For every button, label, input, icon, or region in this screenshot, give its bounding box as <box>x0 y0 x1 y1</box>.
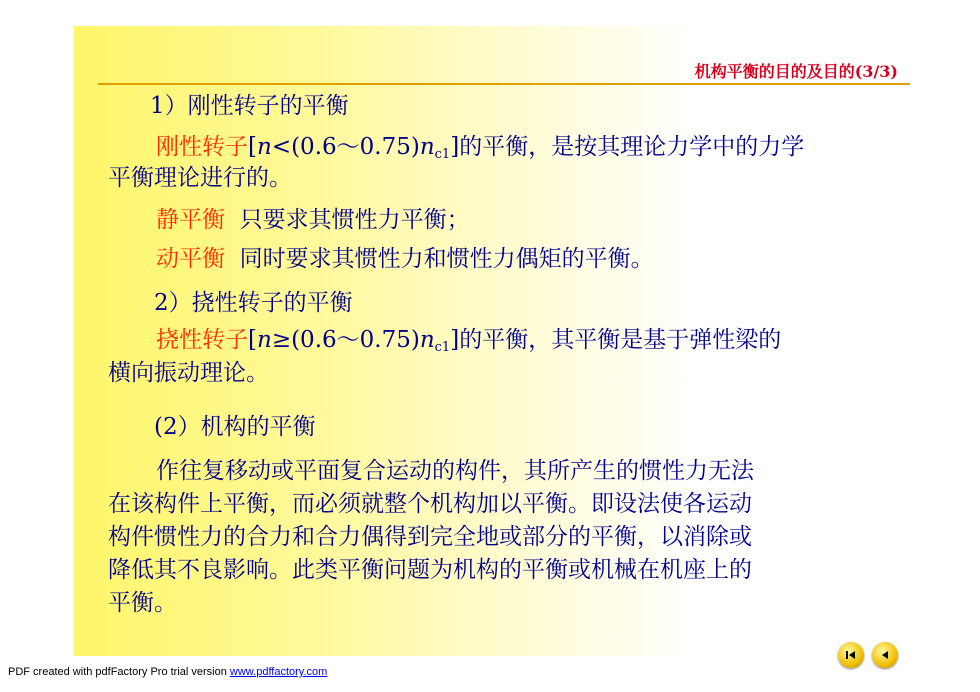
section1-paragraph-line2: 平衡理论进行的。 <box>108 165 292 191</box>
section1-heading: 1）刚性转子的平衡 <box>150 93 349 119</box>
dynamic-balance-line <box>156 245 910 273</box>
cond2-close: ] <box>450 327 460 353</box>
cond2-n: n <box>256 327 272 353</box>
previous-slide-button[interactable] <box>872 642 898 668</box>
cond-n: n <box>256 134 272 160</box>
section3-line: 作往复移动或平面复合运动的构件，其所产生的惯性力无法 <box>156 458 754 484</box>
static-balance-desc: 只要求其惯性力平衡； <box>225 207 470 233</box>
first-slide-button[interactable] <box>838 642 864 668</box>
cond2-sub: c1 <box>434 340 451 355</box>
previous-icon <box>878 648 892 662</box>
rigid-rotor-term: 刚性转子 <box>156 134 248 160</box>
section2-paragraph-line2: 横向振动理论。 <box>108 360 269 386</box>
cond-close: ] <box>450 134 460 160</box>
static-balance-term: 静平衡 <box>156 207 225 233</box>
cond-nc: n <box>419 134 435 160</box>
section1-rest: 的平衡，是按其理论力学中的力学 <box>459 134 805 160</box>
cond-mid: <(0.6～0.75) <box>271 134 420 160</box>
section3-line: 降低其不良影响。此类平衡问题为机构的平衡或机械在机座上的 <box>108 557 752 583</box>
cond2-nc: n <box>419 327 435 353</box>
cond-sub: c1 <box>434 147 451 162</box>
section3-heading: (2）机构的平衡 <box>154 414 316 440</box>
footer-text: PDF created with pdfFactory Pro trial version <box>8 666 230 678</box>
flexible-rotor-term: 挠性转子 <box>156 327 248 353</box>
slide <box>74 26 910 656</box>
section3-line: 在该构件上平衡，而必须就整个机构加以平衡。即设法使各运动 <box>108 491 752 517</box>
cond2-mid: ≥(0.6～0.75) <box>271 327 420 353</box>
footer-link[interactable]: www.pdffactory.com <box>229 666 328 678</box>
section2-paragraph-line1 <box>156 326 910 362</box>
section2-rest: 的平衡，其平衡是基于弹性梁的 <box>459 327 782 353</box>
skip-to-first-icon <box>844 648 858 662</box>
pdf-footer <box>8 666 327 678</box>
header-divider <box>98 83 910 85</box>
section3-line: 构件惯性力的合力和合力偶得到完全地或部分的平衡，以消除或 <box>108 524 752 550</box>
dynamic-balance-term: 动平衡 <box>156 246 225 272</box>
section2-heading: 2）挠性转子的平衡 <box>154 290 353 316</box>
static-balance-line <box>156 206 910 234</box>
slide-header-title: 机构平衡的目的及目的(3/3) <box>694 62 898 81</box>
dynamic-balance-desc: 同时要求其惯性力和惯性力偶矩的平衡。 <box>225 246 654 272</box>
section3-line: 平衡。 <box>108 590 177 616</box>
cond-open: [ <box>248 134 257 160</box>
cond2-open: [ <box>248 327 257 353</box>
